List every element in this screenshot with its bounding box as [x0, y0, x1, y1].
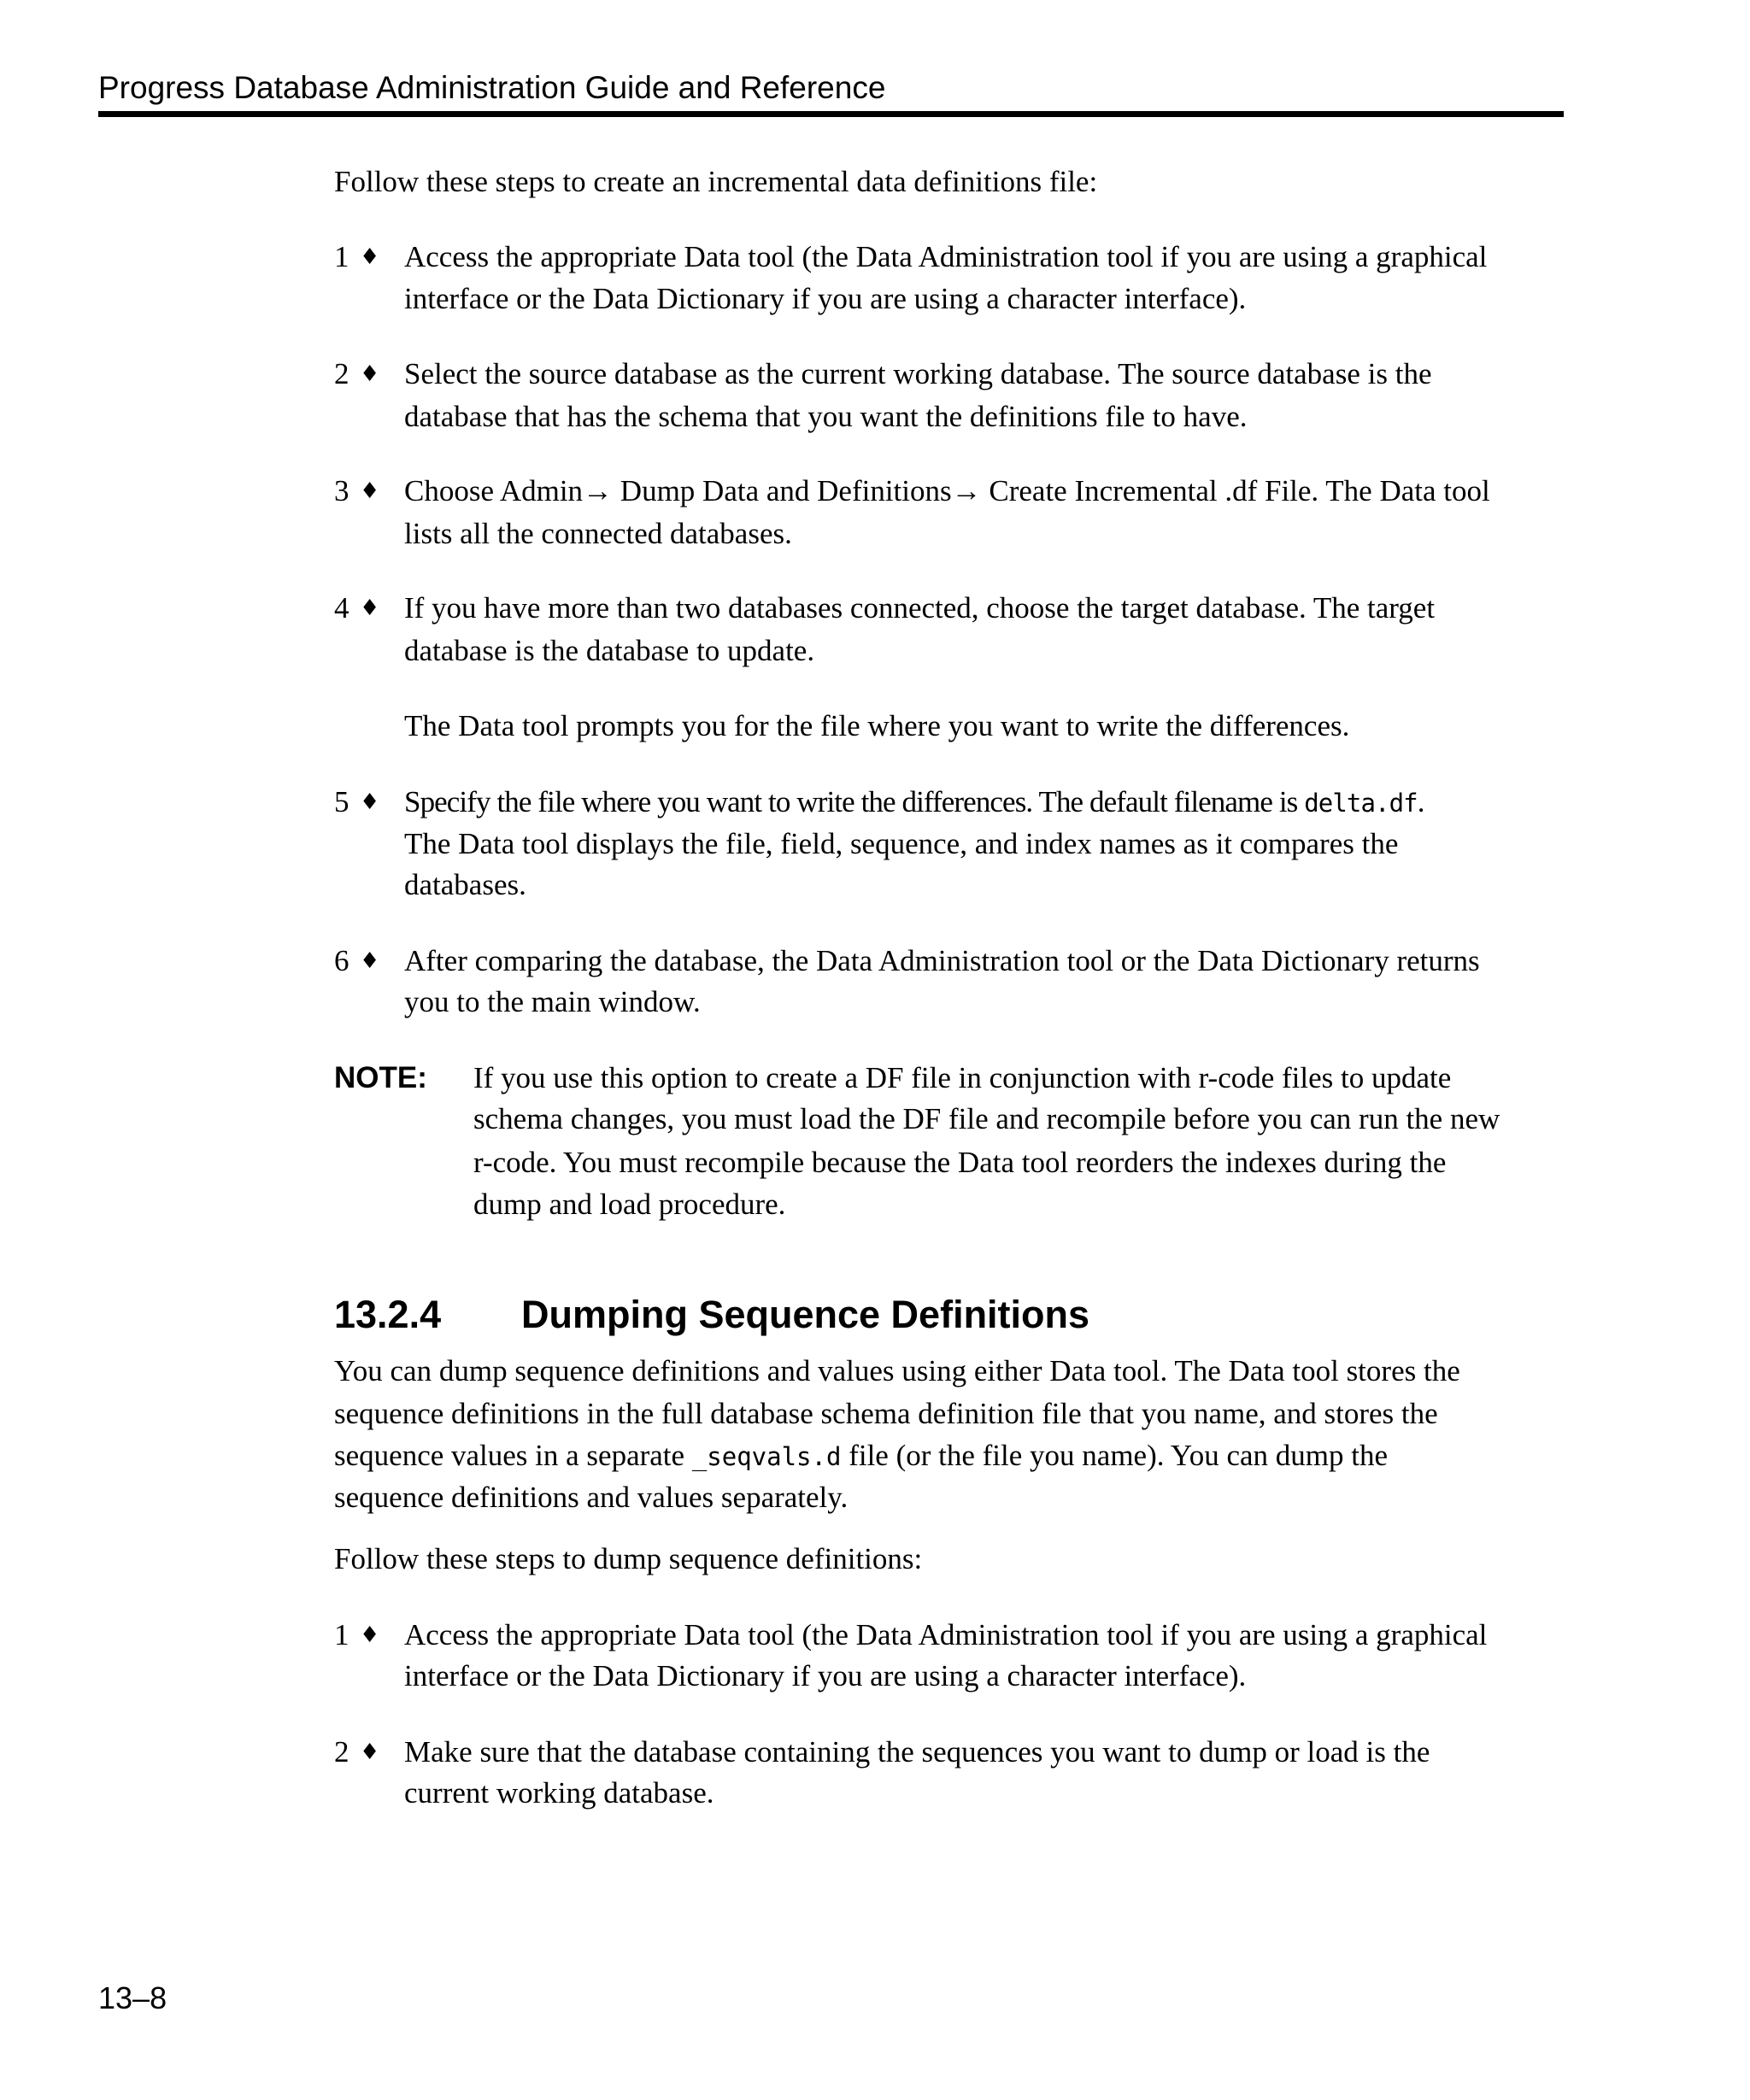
step-text: current working database. [404, 1776, 714, 1810]
step-number: 4 [334, 591, 349, 625]
filename-code: delta.df [1304, 789, 1418, 818]
step-text: you to the main window. [404, 985, 701, 1018]
note-text: If you use this option to create a DF file in conjunction with r-code files to update [473, 1061, 1452, 1094]
intro-text: Follow these steps to create an incremental data definitions file: [334, 165, 1098, 198]
step-number: 3 [334, 474, 349, 507]
step-number: 6 [334, 944, 349, 977]
paragraph-text-part: file (or the file you name). You can dump the [841, 1439, 1389, 1472]
step-number: 1 [334, 240, 349, 273]
step-text: databases. [404, 868, 526, 901]
paragraph-text: You can dump sequence definitions and values using either Data tool. The Data tool stores the [334, 1354, 1460, 1387]
diamond-bullet-icon: ♦ [360, 1739, 380, 1765]
diamond-bullet-icon: ♦ [360, 1622, 380, 1648]
paragraph-text-part: sequence values in a separate [334, 1439, 692, 1472]
step-text-part: . [1417, 785, 1424, 818]
step-text: The Data tool prompts you for the file where you want to write the differences. [404, 709, 1350, 742]
note-label: NOTE: [334, 1061, 427, 1094]
step-text: After comparing the database, the Data Administration tool or the Data Dictionary returns [404, 944, 1480, 977]
step-text-part: Specify the file where you want to write the differences. The default filename is [404, 785, 1305, 818]
step-text: Make sure that the database containing the sequences you want to dump or load is the [404, 1735, 1430, 1769]
step-text: Choose Admin→ Dump Data and Definitions→ Create Incremental .df File. The Data tool [404, 474, 1490, 507]
page-number: 13–8 [98, 1980, 167, 2015]
note-text: dump and load procedure. [473, 1188, 786, 1221]
note-text: schema changes, you must load the DF file and recompile before you can run the new [473, 1102, 1500, 1135]
step-text: The Data tool displays the file, field, sequence, and index names as it compares the [404, 827, 1399, 860]
step-text: Select the source database as the current working database. The source database is the [404, 357, 1432, 390]
section-number: 13.2.4 [334, 1293, 442, 1336]
step-text: interface or the Data Dictionary if you are using a character interface). [404, 1659, 1247, 1692]
paragraph-text [334, 1439, 1388, 1474]
step-text: interface or the Data Dictionary if you are using a character interface). [404, 282, 1247, 315]
filename-code: _seqvals.d [691, 1442, 842, 1471]
paragraph-text: sequence definitions and values separately. [334, 1481, 849, 1514]
step-text: database is the database to update. [404, 634, 815, 667]
diamond-bullet-icon: ♦ [360, 361, 380, 387]
section-title: Dumping Sequence Definitions [521, 1293, 1090, 1336]
step-number: 1 [334, 1618, 349, 1651]
step-number: 2 [334, 1735, 349, 1769]
step-text: lists all the connected databases. [404, 517, 792, 550]
paragraph-text: sequence definitions in the full database schema definition file that you name, and stores the [334, 1397, 1438, 1430]
diamond-bullet-icon: ♦ [360, 789, 380, 815]
intro-text: Follow these steps to dump sequence definitions: [334, 1542, 923, 1575]
header-rule [98, 111, 1564, 117]
diamond-bullet-icon: ♦ [360, 478, 380, 504]
note-text: r-code. You must recompile because the Data tool reorders the indexes during the [473, 1146, 1447, 1179]
step-text: database that has the schema that you want the definitions file to have. [404, 400, 1248, 433]
diamond-bullet-icon: ♦ [360, 244, 380, 270]
step-number: 5 [334, 785, 349, 818]
diamond-bullet-icon: ♦ [360, 595, 380, 621]
step-text: If you have more than two databases connected, choose the target database. The target [404, 591, 1436, 625]
step-text: Access the appropriate Data tool (the Data Administration tool if you are using a graphical [404, 1618, 1488, 1651]
diamond-bullet-icon: ♦ [360, 948, 380, 974]
step-number: 2 [334, 357, 349, 390]
step-text [404, 785, 1424, 820]
step-text: Access the appropriate Data tool (the Data Administration tool if you are using a graphical [404, 240, 1488, 273]
running-header: Progress Database Administration Guide and Reference [98, 70, 886, 105]
